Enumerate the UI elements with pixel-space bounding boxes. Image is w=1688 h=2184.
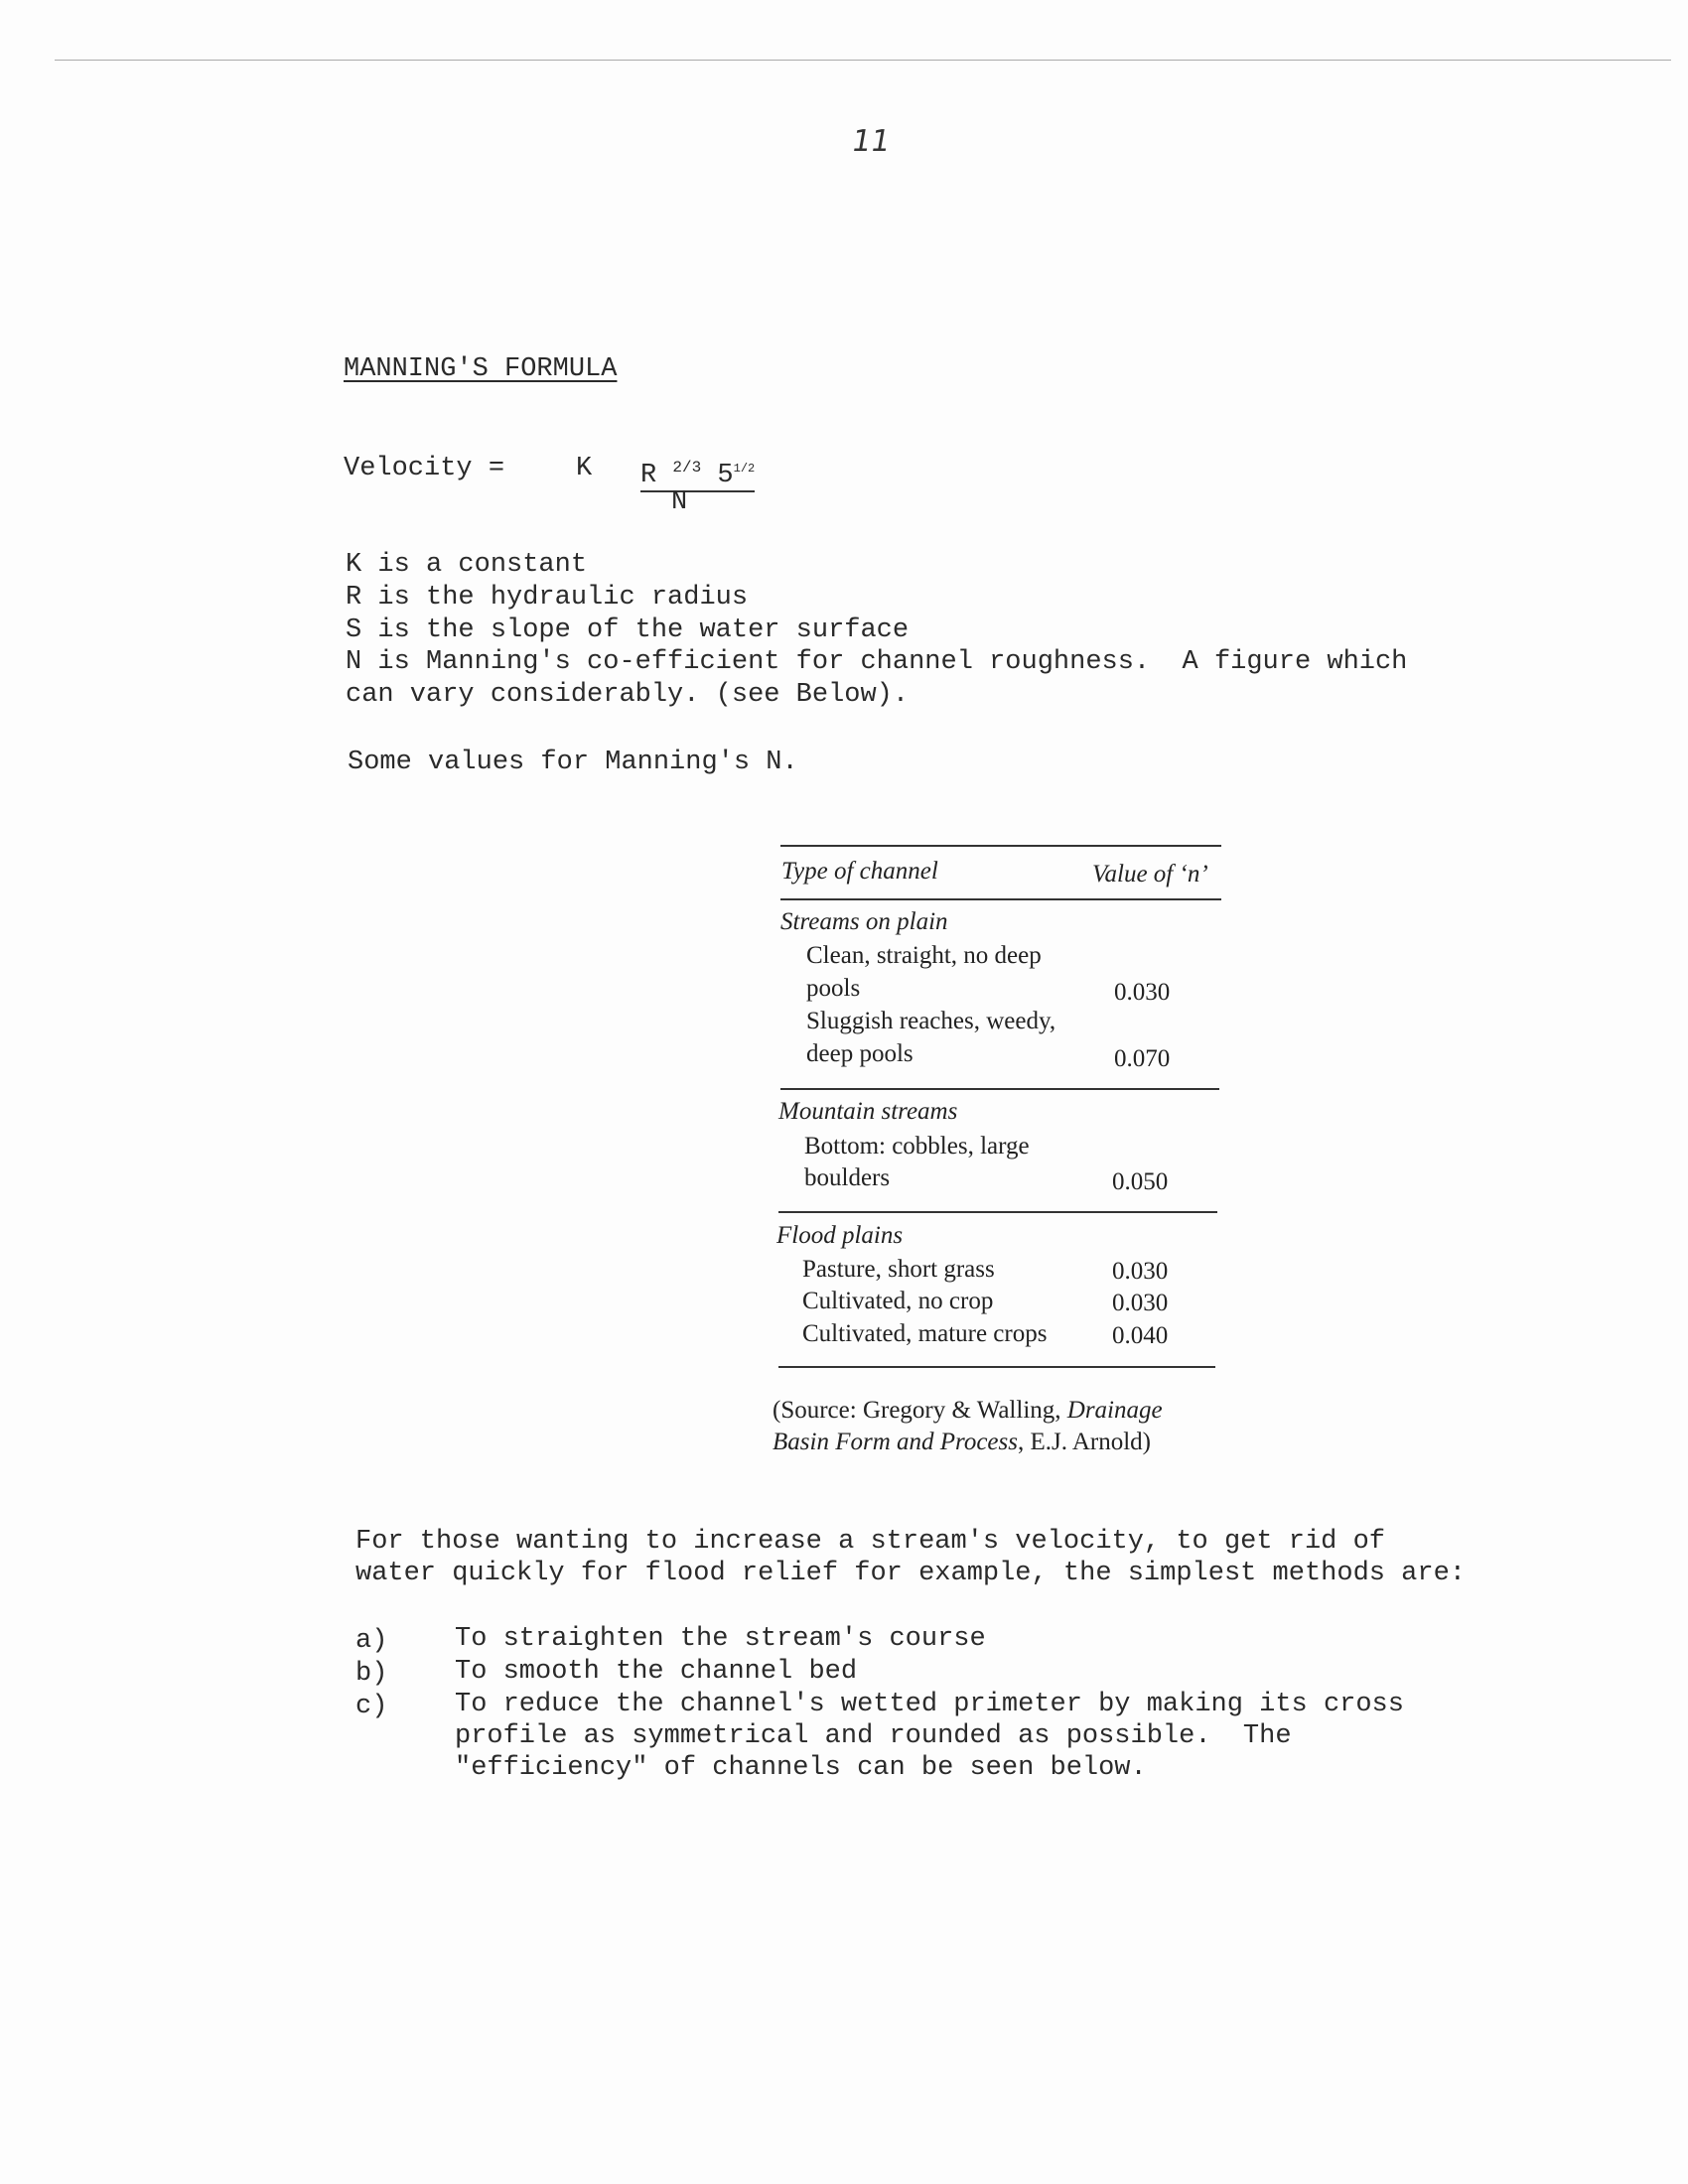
group-name: Streams on plain bbox=[780, 908, 948, 935]
list-label: b) bbox=[355, 1659, 388, 1689]
source-text: , E.J. Arnold) bbox=[1017, 1429, 1152, 1455]
r-exponent: 2/3 bbox=[672, 459, 702, 477]
row-text: Cultivated, no crop bbox=[802, 1288, 994, 1314]
row-text: deep pools bbox=[806, 1040, 914, 1067]
list-item: "efficiency" of channels can be seen below. bbox=[455, 1753, 1147, 1783]
definition-line: K is a constant bbox=[346, 550, 588, 580]
values-intro: Some values for Manning's N. bbox=[348, 748, 798, 777]
row-text: Sluggish reaches, weedy, bbox=[806, 1008, 1056, 1034]
table-rule bbox=[778, 1211, 1217, 1213]
source-title: Basin Form and Process bbox=[773, 1429, 1018, 1455]
formula-lhs: Velocity = bbox=[344, 454, 505, 483]
list-label: c) bbox=[355, 1692, 388, 1721]
definition-line: R is the hydraulic radius bbox=[346, 583, 749, 613]
row-value: 0.030 bbox=[1114, 979, 1171, 1006]
paragraph-line: water quickly for flood relief for example, the simplest methods are: bbox=[355, 1559, 1466, 1588]
paragraph-line: For those wanting to increase a stream's velocity, to get rid of bbox=[355, 1527, 1385, 1557]
group-name: Mountain streams bbox=[778, 1098, 958, 1125]
source-title: Drainage bbox=[1066, 1397, 1163, 1424]
formula-k: K bbox=[576, 454, 593, 483]
formula-numerator bbox=[640, 453, 755, 492]
list-label: a) bbox=[355, 1626, 388, 1656]
row-text: Clean, straight, no deep bbox=[806, 942, 1042, 969]
s-symbol: 5 bbox=[717, 461, 734, 490]
list-item: To straighten the stream's course bbox=[455, 1624, 986, 1654]
header-value: Value of ‘n’ bbox=[1092, 861, 1208, 887]
definition-line: can vary considerably. (see Below). bbox=[346, 680, 910, 710]
group-name: Flood plains bbox=[776, 1222, 904, 1249]
table-source-line2 bbox=[773, 1426, 1151, 1458]
scan-edge-line bbox=[55, 60, 1671, 61]
row-text: Pasture, short grass bbox=[802, 1256, 995, 1283]
row-value: 0.050 bbox=[1112, 1168, 1169, 1195]
row-text: Cultivated, mature crops bbox=[802, 1320, 1048, 1347]
row-text: pools bbox=[806, 975, 861, 1002]
table-source bbox=[773, 1394, 1163, 1427]
row-text: boulders bbox=[804, 1164, 891, 1191]
row-value: 0.030 bbox=[1112, 1258, 1169, 1285]
definition-line: N is Manning's co-efficient for channel roughness. A figure which bbox=[346, 647, 1408, 677]
table-rule bbox=[780, 1088, 1219, 1090]
header-type: Type of channel bbox=[781, 858, 938, 885]
list-item: To reduce the channel's wetted primeter by making its cross bbox=[455, 1690, 1404, 1719]
table-rule bbox=[780, 845, 1221, 847]
table-rule bbox=[780, 898, 1221, 900]
section-title: MANNING'S FORMULA bbox=[344, 354, 618, 384]
s-exponent: 1/2 bbox=[733, 462, 756, 476]
source-text: (Source: Gregory & Walling, bbox=[773, 1397, 1067, 1424]
r-symbol: R bbox=[640, 461, 657, 490]
list-item: To smooth the channel bed bbox=[455, 1657, 858, 1687]
page-number: 11 bbox=[848, 124, 894, 159]
table-rule bbox=[778, 1366, 1215, 1368]
row-value: 0.070 bbox=[1114, 1045, 1171, 1072]
definition-line: S is the slope of the water surface bbox=[346, 615, 910, 645]
formula-denominator: N bbox=[671, 487, 688, 517]
list-item: profile as symmetrical and rounded as possible. The bbox=[455, 1721, 1292, 1751]
row-value: 0.030 bbox=[1112, 1290, 1169, 1316]
row-value: 0.040 bbox=[1112, 1322, 1169, 1349]
row-text: Bottom: cobbles, large bbox=[804, 1133, 1030, 1160]
